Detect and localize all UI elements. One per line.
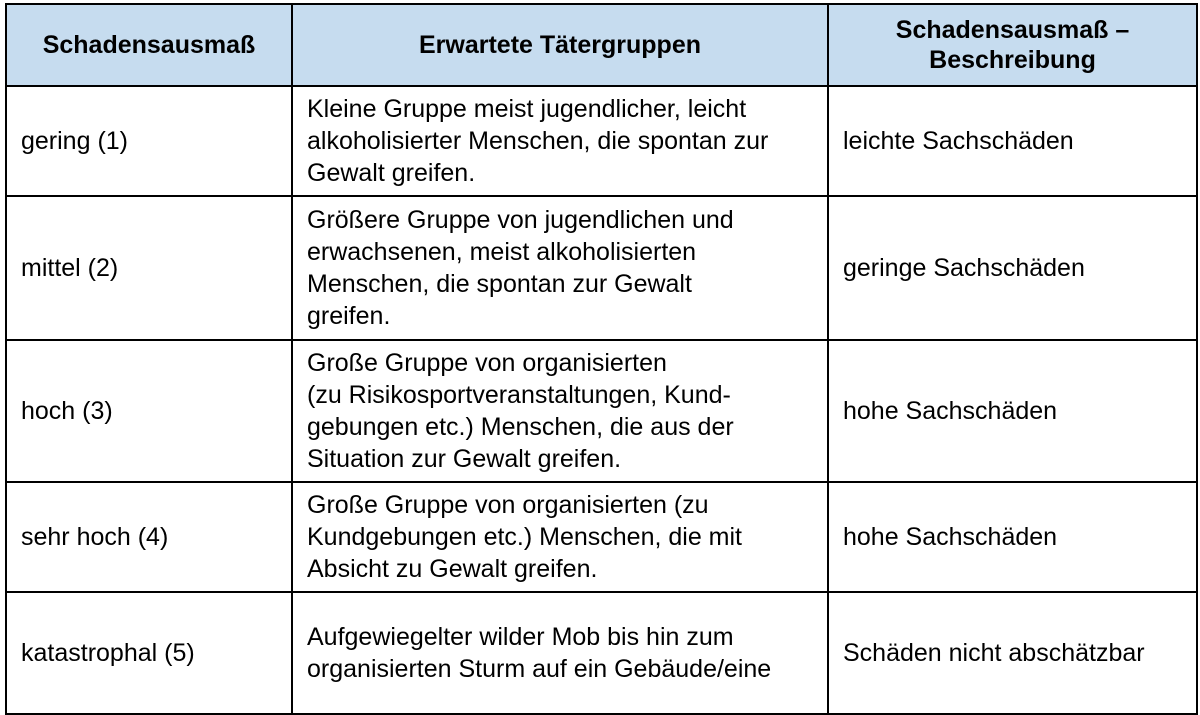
offender-groups-line: erwachsenen, meist alkoholisierten <box>307 238 697 266</box>
offender-groups-line: organisierten Sturm auf ein Gebäude/eine <box>307 655 772 683</box>
offender-groups-line: Große Gruppe von organisierten (zu <box>307 491 709 519</box>
table-row <box>6 340 1197 482</box>
offender-groups-line: greifen. <box>307 302 391 330</box>
offender-groups-cell <box>292 196 828 340</box>
damage-level-cell: katastrophal (5) <box>6 592 292 714</box>
damage-level-cell: gering (1) <box>6 86 292 196</box>
offender-groups-cell <box>292 340 828 482</box>
offender-groups-line: Gewalt greifen. <box>307 159 476 187</box>
header-damage-description-line1: Schadensausmaß – <box>895 16 1130 44</box>
offender-groups-line: Kleine Gruppe meist jugendlicher, leicht <box>307 95 747 123</box>
offender-groups-cell <box>292 592 828 714</box>
offender-groups-line: Große Gruppe von organisierten <box>307 349 667 377</box>
damage-description-cell: hohe Sachschäden <box>828 340 1197 482</box>
header-damage-description-line2: Beschreibung <box>929 46 1096 74</box>
header-expected-offenders: Erwartete Tätergruppen <box>292 4 828 86</box>
offender-groups-line: Kundgebungen etc.) Menschen, die mit <box>307 523 742 551</box>
damage-description-cell: geringe Sachschäden <box>828 196 1197 340</box>
table-row <box>6 86 1197 196</box>
damage-table <box>5 3 1198 715</box>
offender-groups-line: Größere Gruppe von jugendlichen und <box>307 206 734 234</box>
offender-groups-cell <box>292 86 828 196</box>
offender-groups-line: Aufgewiegelter wilder Mob bis hin zum <box>307 623 734 651</box>
offender-groups-line: alkoholisierter Menschen, die spontan zur <box>307 127 769 155</box>
table-row <box>6 196 1197 340</box>
damage-description-cell: leichte Sachschäden <box>828 86 1197 196</box>
damage-description-cell: hohe Sachschäden <box>828 482 1197 592</box>
offender-groups-cell <box>292 482 828 592</box>
damage-level-cell: sehr hoch (4) <box>6 482 292 592</box>
offender-groups-line: gebungen etc.) Menschen, die aus der <box>307 413 734 441</box>
header-damage-level: Schadensausmaß <box>6 4 292 86</box>
offender-groups-line: Situation zur Gewalt greifen. <box>307 445 622 473</box>
table-row <box>6 592 1197 714</box>
damage-level-cell: mittel (2) <box>6 196 292 340</box>
header-damage-description <box>828 4 1197 86</box>
damage-level-cell: hoch (3) <box>6 340 292 482</box>
offender-groups-line: Menschen, die spontan zur Gewalt <box>307 270 692 298</box>
table-header-row <box>6 4 1197 86</box>
offender-groups-line: (zu Risikosportveranstaltungen, Kund- <box>307 381 731 409</box>
table-row <box>6 482 1197 592</box>
offender-groups-line: Absicht zu Gewalt greifen. <box>307 555 598 583</box>
damage-description-cell: Schäden nicht abschätzbar <box>828 592 1197 714</box>
